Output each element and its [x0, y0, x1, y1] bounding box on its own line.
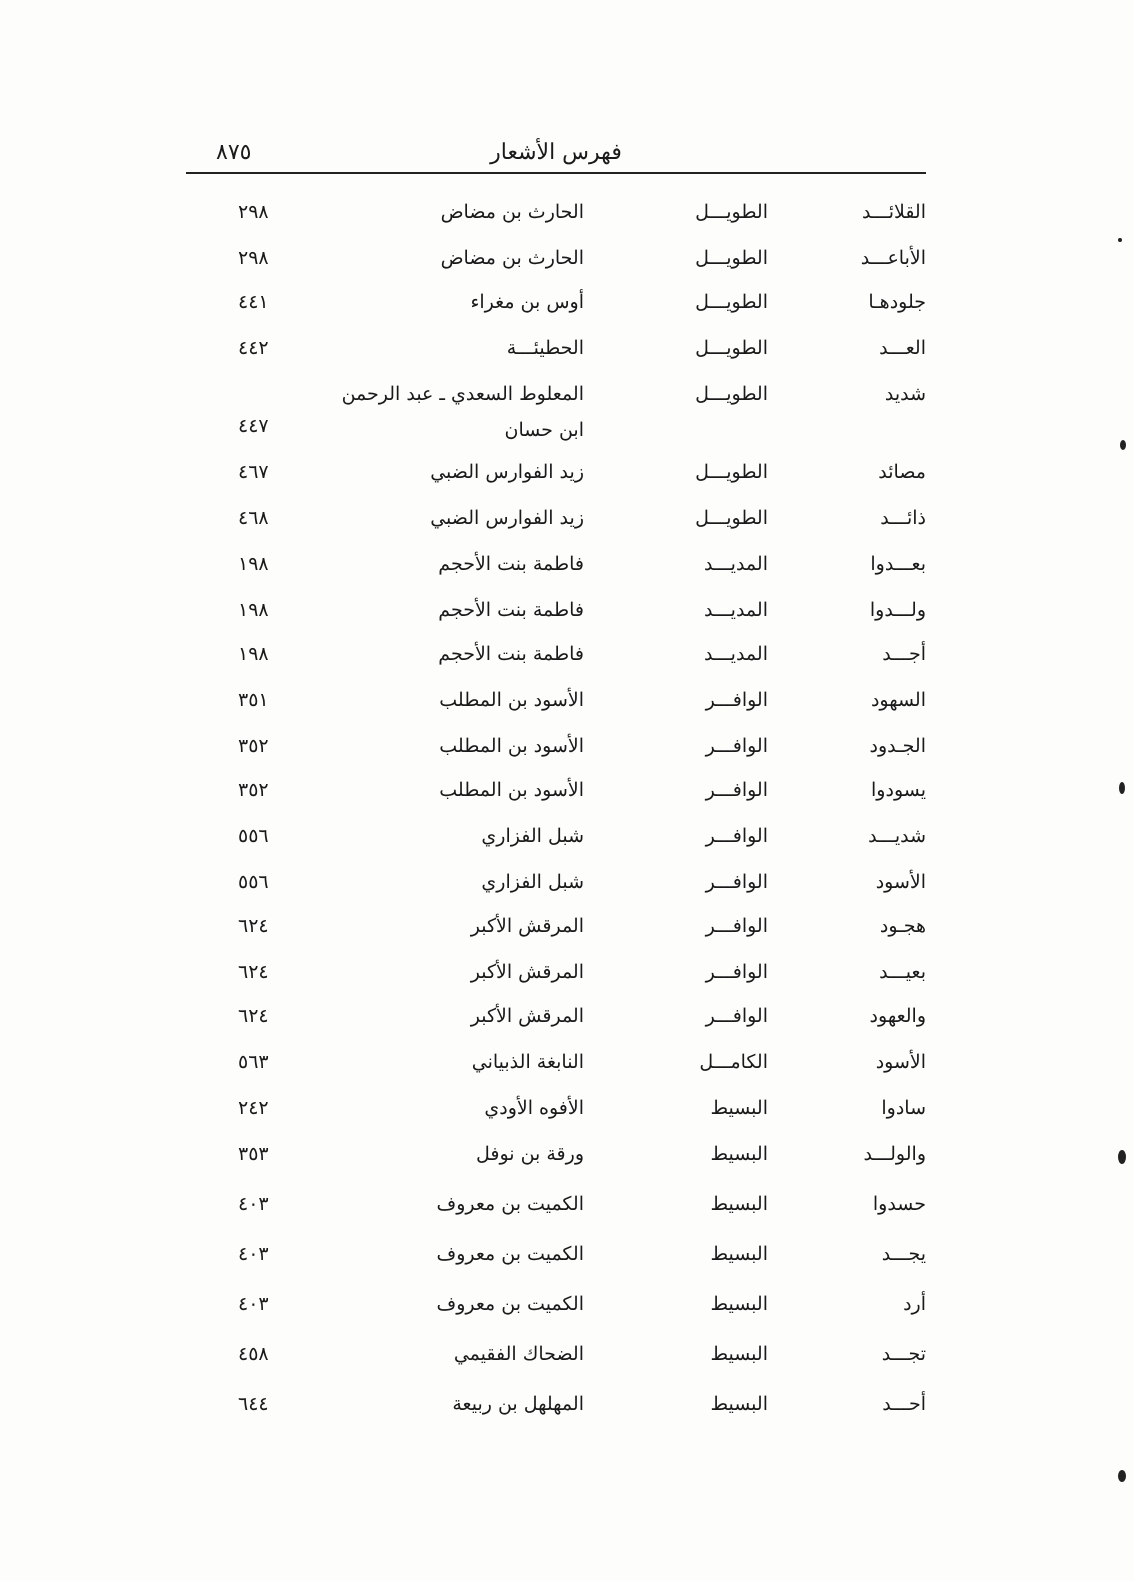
meter-name: الوافـــر: [705, 871, 768, 893]
poet-name: الكميت بن معروف: [436, 1243, 584, 1265]
meter-name: البسيط: [710, 1193, 768, 1215]
table-row: [0, 380, 1134, 441]
poet-name: فاطمة بنت الأحجم: [438, 643, 584, 665]
table-row: [0, 288, 1134, 328]
poet-name: شبل الفزاري: [481, 871, 584, 893]
page-reference: ١٩٨: [238, 553, 269, 575]
meter-name: الوافـــر: [705, 779, 768, 801]
table-row: [0, 244, 1134, 284]
page-reference: ١٩٨: [238, 643, 269, 665]
page-reference: ٤٤١: [238, 291, 269, 313]
table-row: [0, 1240, 1134, 1280]
poet-name: الضحاك الفقيمي: [453, 1343, 584, 1365]
meter-name: البسيط: [710, 1143, 768, 1165]
table-row: [0, 1390, 1134, 1430]
page-reference: ٢٩٨: [238, 247, 269, 269]
poet-name: الكميت بن معروف: [436, 1193, 584, 1215]
meter-name: الطويـــل: [695, 291, 768, 313]
rhyme-word: يسودوا: [871, 779, 926, 801]
page-reference: ٣٥٢: [238, 779, 269, 801]
meter-name: الوافـــر: [705, 961, 768, 983]
page-reference: ١٩٨: [238, 599, 269, 621]
poet-name: المرقش الأكبر: [470, 915, 584, 937]
table-row: [0, 912, 1134, 952]
page-number: ٨٧٥: [216, 140, 252, 165]
poet-name: المعلوط السعدي ـ عبد الرحمن: [341, 383, 584, 405]
rhyme-word: هجـود: [879, 915, 926, 937]
meter-name: البسيط: [710, 1343, 768, 1365]
rhyme-word: القلائـــد: [862, 201, 926, 223]
table-row: [0, 1290, 1134, 1330]
table-row: [0, 732, 1134, 772]
rhyme-word: جلودهـا: [868, 291, 926, 313]
rhyme-word: أجـــد: [882, 643, 926, 665]
table-row: [0, 550, 1134, 590]
page-reference: ٦٤٤: [238, 1393, 269, 1415]
rhyme-word: أحـــد: [882, 1393, 926, 1415]
page-reference: ٣٥٢: [238, 735, 269, 757]
table-row: [0, 686, 1134, 726]
page-reference: ٥٥٦: [238, 825, 269, 847]
table-row: [0, 334, 1134, 374]
poet-name: فاطمة بنت الأحجم: [438, 599, 584, 621]
poet-name: زيد الفوارس الضبي: [430, 507, 584, 529]
meter-name: البسيط: [710, 1097, 768, 1119]
poet-name: زيد الفوارس الضبي: [430, 461, 584, 483]
meter-name: المديـــد: [704, 643, 768, 665]
table-row: [0, 504, 1134, 544]
rhyme-word: ذائـــد: [880, 507, 926, 529]
poet-name: النابغة الذبياني: [471, 1051, 584, 1073]
rhyme-word: بعيـــد: [879, 961, 926, 983]
page-title: فهرس الأشعار: [490, 140, 622, 165]
meter-name: البسيط: [710, 1393, 768, 1415]
meter-name: الوافـــر: [705, 915, 768, 937]
meter-name: الطويـــل: [695, 507, 768, 529]
poet-name: أوس بن مغراء: [470, 291, 584, 313]
meter-name: الطويـــل: [695, 383, 768, 405]
scan-mark: [1119, 782, 1125, 794]
rhyme-word: الأسود: [875, 1051, 926, 1073]
page-reference: ٤٤٧: [238, 415, 269, 437]
poet-name: الحارث بن مضاض: [440, 247, 584, 269]
table-row: [0, 1048, 1134, 1088]
scan-mark: [1118, 1470, 1126, 1482]
rhyme-word: أرد: [903, 1293, 926, 1315]
meter-name: الطويـــل: [695, 247, 768, 269]
poet-name: فاطمة بنت الأحجم: [438, 553, 584, 575]
page-reference: ٦٢٤: [238, 961, 269, 983]
rhyme-word: السهود: [870, 689, 926, 711]
meter-name: المديـــد: [704, 599, 768, 621]
poet-name: المرقش الأكبر: [470, 961, 584, 983]
page-reference: ٤٦٧: [238, 461, 269, 483]
table-row: [0, 640, 1134, 680]
rhyme-word: بعـــدوا: [870, 553, 926, 575]
page-reference: ٥٥٦: [238, 871, 269, 893]
rhyme-word: والعهود: [869, 1005, 926, 1027]
page-reference: ٢٤٢: [238, 1097, 269, 1119]
scan-mark: [1118, 1150, 1126, 1164]
meter-name: الطويـــل: [695, 461, 768, 483]
page-reference: ٤٠٣: [238, 1243, 269, 1265]
meter-name: الكامـــل: [699, 1051, 768, 1073]
table-row: [0, 958, 1134, 998]
rhyme-word: حسدوا: [872, 1193, 926, 1215]
rhyme-word: شديد: [884, 383, 926, 405]
poet-name-continued: ابن حسان: [504, 419, 584, 441]
table-row: [0, 1190, 1134, 1230]
poet-name: ورقة بن نوفل: [475, 1143, 584, 1165]
scan-mark: [1120, 440, 1126, 450]
rhyme-word: الجـدود: [869, 735, 926, 757]
table-row: [0, 1340, 1134, 1380]
rhyme-word: سادوا: [881, 1097, 926, 1119]
page-reference: ٤٤٢: [238, 337, 269, 359]
poet-name: الأسود بن المطلب: [439, 735, 584, 757]
rhyme-word: والولـــد: [863, 1143, 926, 1165]
poet-name: المهلهل بن ربيعة: [452, 1393, 584, 1415]
page-reference: ٣٥١: [238, 689, 269, 711]
meter-name: الطويـــل: [695, 337, 768, 359]
page-reference: ٢٩٨: [238, 201, 269, 223]
poet-name: المرقش الأكبر: [470, 1005, 584, 1027]
rhyme-word: مصائد: [878, 461, 926, 483]
meter-name: الوافـــر: [705, 825, 768, 847]
rhyme-word: الأسود: [875, 871, 926, 893]
table-row: [0, 1094, 1134, 1134]
table-row: [0, 868, 1134, 908]
page-reference: ٤٦٨: [238, 507, 269, 529]
table-row: [0, 1140, 1134, 1180]
meter-name: الوافـــر: [705, 1005, 768, 1027]
table-row: [0, 458, 1134, 498]
poet-name: الحطيئـــة: [506, 337, 584, 359]
table-row: [0, 198, 1134, 238]
poet-name: الأفوه الأودي: [484, 1097, 584, 1119]
meter-name: البسيط: [710, 1293, 768, 1315]
poet-name: الأسود بن المطلب: [439, 689, 584, 711]
meter-name: الوافـــر: [705, 735, 768, 757]
rhyme-word: يجـــد: [881, 1243, 926, 1265]
page-reference: ٣٥٣: [238, 1143, 269, 1165]
page-reference: ٥٦٣: [238, 1051, 269, 1073]
poet-name: الكميت بن معروف: [436, 1293, 584, 1315]
poet-name: الأسود بن المطلب: [439, 779, 584, 801]
rhyme-word: شديـــد: [868, 825, 926, 847]
scan-mark: [1118, 238, 1122, 242]
page-reference: ٦٢٤: [238, 1005, 269, 1027]
rhyme-word: الأباعـــد: [860, 247, 926, 269]
poet-name: شبل الفزاري: [481, 825, 584, 847]
table-row: [0, 1002, 1134, 1042]
page-reference: ٤٠٣: [238, 1293, 269, 1315]
page-reference: ٦٢٤: [238, 915, 269, 937]
meter-name: المديـــد: [704, 553, 768, 575]
rhyme-word: تجـــد: [881, 1343, 926, 1365]
page-reference: ٤٠٣: [238, 1193, 269, 1215]
table-row: [0, 822, 1134, 862]
table-row: [0, 776, 1134, 816]
page-reference: ٤٥٨: [238, 1343, 269, 1365]
meter-name: البسيط: [710, 1243, 768, 1265]
rhyme-word: العـــد: [879, 337, 926, 359]
meter-name: الطويـــل: [695, 201, 768, 223]
rhyme-word: ولـــدوا: [869, 599, 926, 621]
meter-name: الوافـــر: [705, 689, 768, 711]
table-row: [0, 596, 1134, 636]
poet-name: الحارث بن مضاض: [440, 201, 584, 223]
